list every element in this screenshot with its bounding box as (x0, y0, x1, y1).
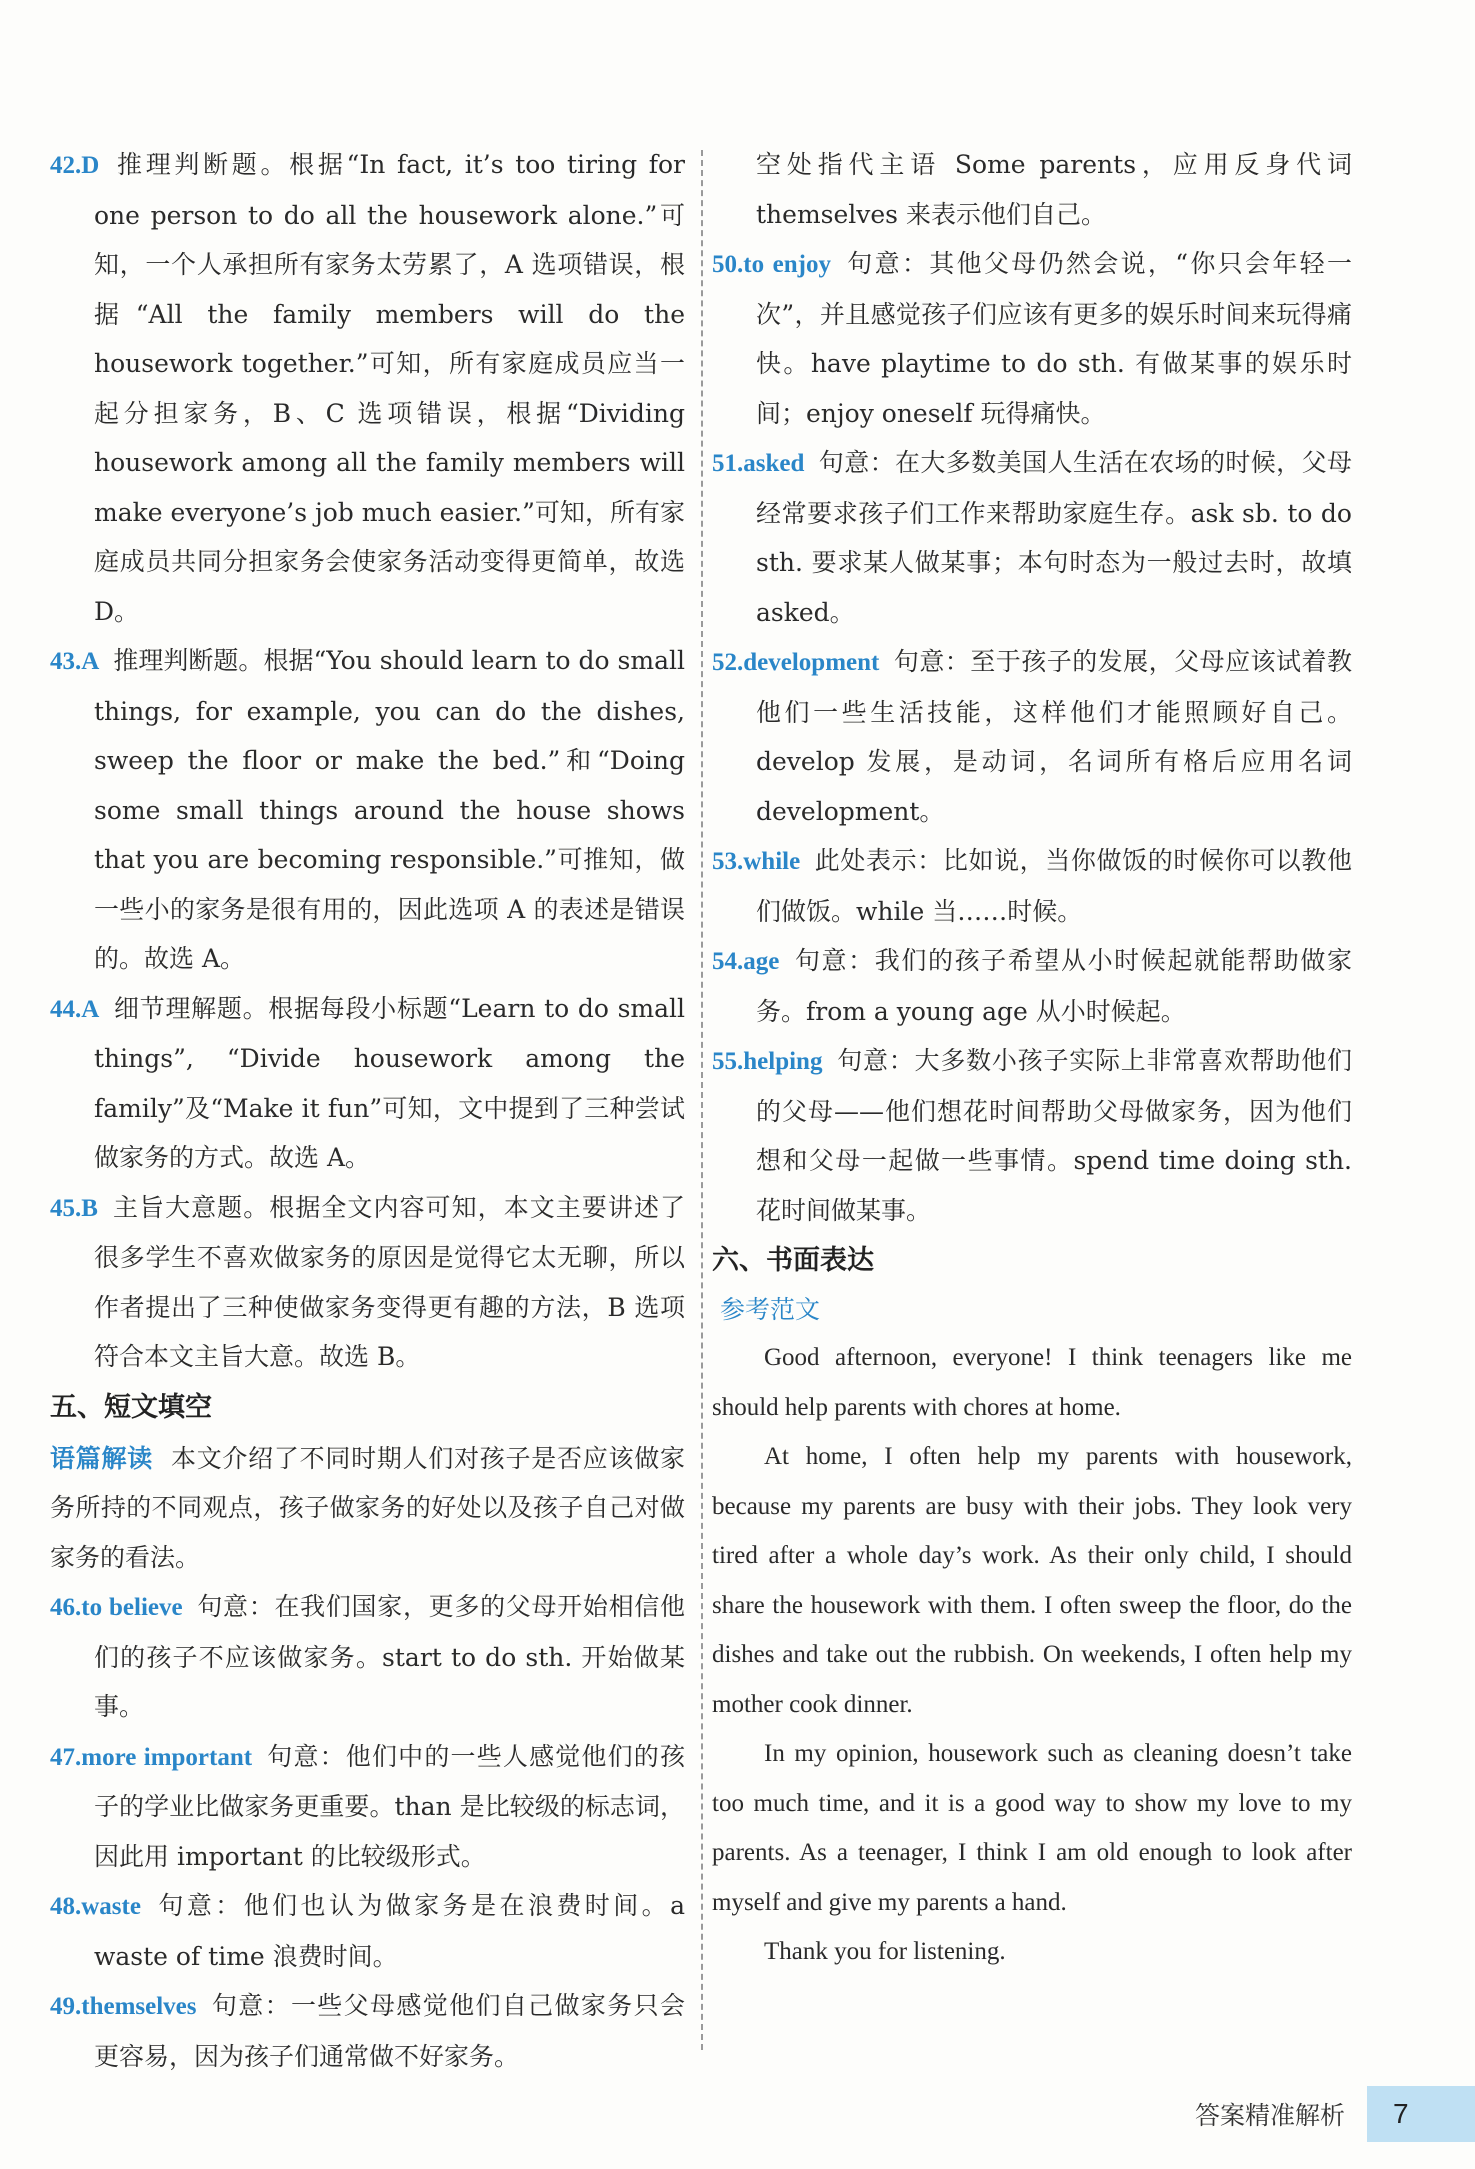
answer-key: to believe (81, 1594, 183, 1621)
question-number: 42. (50, 152, 82, 179)
explanation-text: 句意：至于孩子的发展，父母应该试着教他们一些生活技能，这样他们才能照顾好自己。develop 发展，是动词，名词所有格后应用名词 development。 (756, 647, 1352, 826)
answer-entry (712, 936, 1352, 1036)
answer-entry (712, 1036, 1352, 1235)
cloze-answers-left (50, 1582, 685, 2081)
section-5-title: 五、短文填空 (50, 1391, 212, 1423)
answer-entry (712, 438, 1352, 637)
answer-entry (50, 1183, 685, 1382)
explanation-text: 句意：在大多数美国人生活在农场的时候，父母经常要求孩子们工作来帮助家庭生存。ask sb. to do sth. 要求某人做某事；本句时态为一般过去时，故填 asked。 (756, 448, 1352, 627)
explanation-text: 句意：大多数小孩子实际上非常喜欢帮助他们的父母——他们想花时间帮助父母做家务，因为他们想和父母一起做一些事情。spend time doing sth. 花时间做某事。 (756, 1046, 1352, 1225)
explanation-text: 推理判断题。根据“In fact, it’s too tiring for one person to do all the housework alone.”可知，一个人承担所有家务太劳累了，A 选项错误，根据“All the family members will do the housework together.”可知，所有家庭成员应当一起分担家务，B、C 选项错误，根据“Dividing housework among all the family members will make everyone’s job much easier.”可知，所有家庭成员共同分担家务会使家务活动变得更简单，故选 D。 (94, 150, 685, 626)
explanation-text: 句意：他们中的一些人感觉他们的孩子的学业比做家务更重要。than 是比较级的标志词，因此用 important 的比较级形式。 (94, 1741, 685, 1871)
cloze-answers-right (712, 239, 1352, 1235)
left-column (50, 140, 685, 2081)
answer-key: more important (81, 1743, 253, 1771)
model-essay (712, 1333, 1352, 1977)
answer-key: A (81, 995, 100, 1023)
answer-entry (712, 836, 1352, 936)
answer-entry (50, 1881, 685, 1981)
answer-entry (712, 637, 1352, 836)
explanation-text: 主旨大意题。根据全文内容可知，本文主要讲述了很多学生不喜欢做家务的原因是觉得它太无聊，所以作者提出了三种使做家务变得更有趣的方法，B 选项符合本文主旨大意。故选 B。 (94, 1192, 685, 1371)
answer-key: while (743, 848, 801, 875)
question-number: 53. (712, 848, 744, 875)
explanation-text: 此处表示：比如说，当你做饭的时候你可以教他们做饭。while 当……时候。 (756, 846, 1352, 926)
answer-entry (50, 1981, 685, 2081)
essay-paragraph: Good afternoon, everyone! I think teenagers like me should help parents with chores at home. (712, 1344, 1352, 1421)
explanation-text: 句意：在我们国家，更多的父母开始相信他们的孩子不应该做家务。start to do sth. 开始做某事。 (94, 1592, 685, 1721)
answer-key: asked (743, 450, 805, 477)
essay-paragraph: In my opinion, housework such as cleaning doesn’t take too much time, and it is a good way to show my love to my parents. As a teenager, I think I am old enough to look after myself and give my parents a hand. (712, 1740, 1352, 1916)
page-number: 7 (1367, 2086, 1475, 2142)
answer-entry (712, 239, 1352, 438)
right-column (712, 140, 1352, 1977)
explanation-text: 推理判断题。根据“You should learn to do small things, for example, you can do the dishes, sweep the floor or make the bed.”和“Doing some small things around the house shows that you are becoming responsible.”可推知，做一些小的家务是很有用的，因此选项 A 的表述是错误的。故选 A。 (94, 646, 685, 973)
question-number: 47. (50, 1743, 82, 1771)
answer-entry (50, 636, 685, 984)
answer-key: D (81, 152, 100, 179)
answer-key: A (81, 648, 100, 675)
model-essay-label: 参考范文 (720, 1295, 821, 1324)
continued-explanation: 空处指代主语 Some parents，应用反身代词 themselves 来表示他们自己。 (756, 150, 1352, 229)
footer-label: 答案精准解析 (1194, 2101, 1345, 2130)
essay-paragraph: Thank you for listening. (764, 1938, 1006, 1965)
page-footer (1115, 2086, 1475, 2142)
question-number: 50. (712, 251, 744, 278)
answer-entry (50, 140, 685, 636)
question-number: 45. (50, 1194, 82, 1222)
passage-label: 语篇解读 (50, 1443, 153, 1473)
question-number: 55. (712, 1048, 744, 1075)
answer-entry (50, 984, 685, 1183)
answer-key: waste (81, 1893, 141, 1920)
answer-entry (50, 1582, 685, 1732)
question-number: 54. (712, 948, 744, 975)
answer-key: B (81, 1194, 98, 1222)
explanation-text: 句意：一些父母感觉他们自己做家务只会更容易，因为孩子们通常做不好家务。 (94, 1991, 685, 2071)
reading-answers (50, 140, 685, 1382)
answer-entry (50, 1732, 685, 1882)
passage-text: 本文介绍了不同时期人们对孩子是否应该做家务所持的不同观点，孩子做家务的好处以及孩子自己对做家务的看法。 (50, 1443, 685, 1572)
explanation-text: 句意：我们的孩子希望从小时候起就能帮助做家务。from a young age 从小时候起。 (756, 946, 1352, 1026)
question-number: 46. (50, 1594, 82, 1621)
answer-key: development (743, 649, 880, 676)
question-number: 48. (50, 1893, 82, 1920)
explanation-text: 句意：他们也认为做家务是在浪费时间。a waste of time 浪费时间。 (94, 1891, 685, 1971)
question-number: 51. (712, 450, 744, 477)
question-number: 49. (50, 1993, 82, 2020)
answer-key: themselves (81, 1993, 197, 2020)
passage-summary (50, 1434, 685, 1583)
explanation-text: 细节理解题。根据每段小标题“Learn to do small things”, “Divide housework among the family”及“Make it fun”可知，文中提到了三种尝试做家务的方式。故选 A。 (94, 993, 685, 1172)
answer-key: to enjoy (743, 251, 831, 278)
section-6-title: 六、书面表达 (712, 1245, 874, 1276)
essay-paragraph: At home, I often help my parents with housework, because my parents are busy with their jobs. They look very tired after a whole day’s work. As their only child, I should share the housework with them. I often sweep the floor, do the dishes and take out the rubbish. On weekends, I often help my mother cook dinner. (712, 1443, 1352, 1718)
answer-key: age (743, 948, 780, 975)
explanation-text: 句意：其他父母仍然会说，“你只会年轻一次”，并且感觉孩子们应该有更多的娱乐时间来玩得痛快。have playtime to do sth. 有做某事的娱乐时间；enjoy oneself 玩得痛快。 (756, 249, 1352, 428)
question-number: 43. (50, 648, 82, 675)
question-number: 44. (50, 995, 82, 1023)
question-number: 52. (712, 649, 744, 676)
answer-key: helping (743, 1048, 823, 1075)
column-divider (701, 150, 703, 2050)
